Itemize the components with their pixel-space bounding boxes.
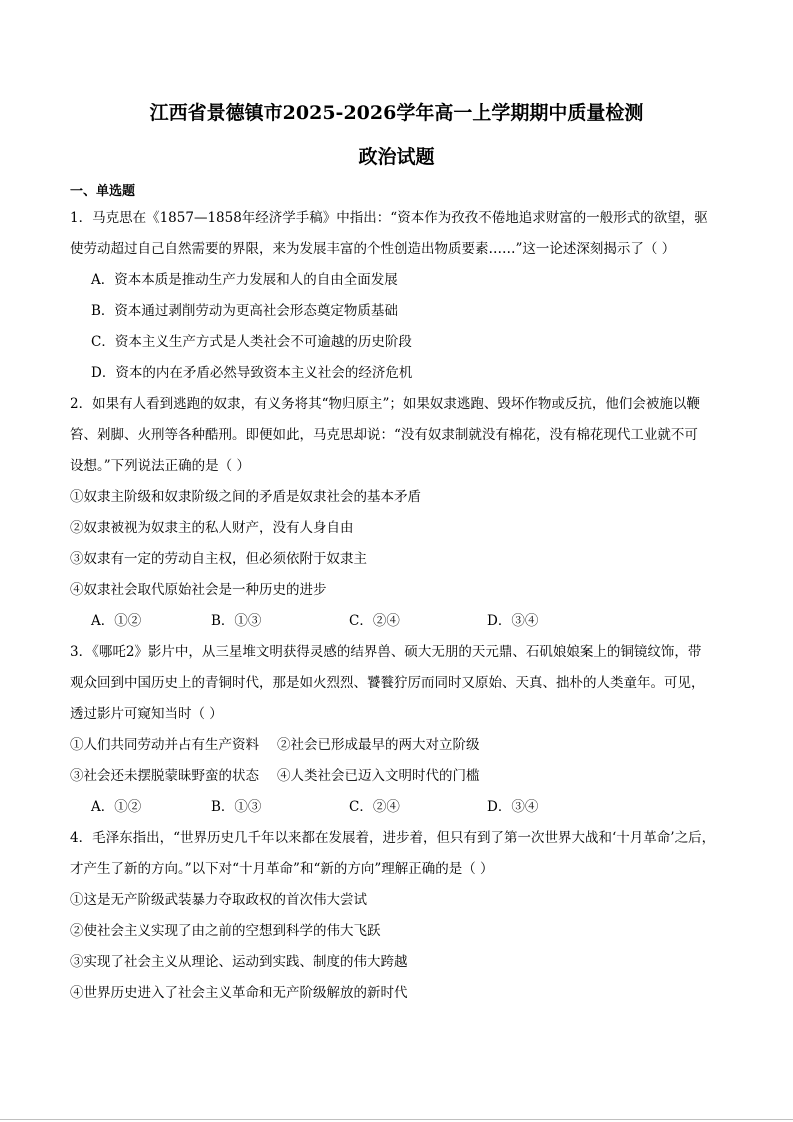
q3-items-row-1 <box>70 733 480 753</box>
q3-items-row-2 <box>70 764 480 784</box>
q3-item-2: ②社会已形成最早的两大对立阶级 <box>277 737 480 753</box>
section-heading: 一、单选题 <box>70 184 136 199</box>
document-title: 江西省景德镇市2025-2026学年高一上学期期中质量检测 <box>149 102 644 124</box>
document-subtitle: 政治试题 <box>358 146 435 168</box>
q3-item-1: ①人们共同劳动并占有生产资料 <box>70 737 259 753</box>
q3-item-3: ③社会还未摆脱蒙昧野蛮的状态 <box>70 768 259 784</box>
q4-item-1: ①这是无产阶级武装暴力夺取政权的首次伟大尝试 <box>70 892 367 908</box>
q4-item-3: ③实现了社会主义从理论、运动到实践、制度的伟大跨越 <box>70 954 408 970</box>
q2-stem-line-2: 笞、剁脚、火刑等各种酷刑。即便如此，马克思却说：“没有奴隶制就没有棉花，没有棉花现代工业就不可 <box>70 427 698 443</box>
q1-option-d: D．资本的内在矛盾必然导致资本主义社会的经济危机 <box>91 365 413 381</box>
q3-choice-c: C．②④ <box>349 799 400 815</box>
q2-item-1: ①奴隶主阶级和奴隶阶级之间的矛盾是奴隶社会的基本矛盾 <box>70 489 421 505</box>
q2-stem-line-1: 2．如果有人看到逃跑的奴隶，有义务将其“物归原主”；如果奴隶逃跑、毁坏作物或反抗，他们会被施以鞭 <box>70 396 700 412</box>
q2-choice-b: B．①③ <box>211 613 262 629</box>
q1-option-b: B．资本通过剥削劳动为更高社会形态奠定物质基础 <box>91 303 398 319</box>
q4-item-4: ④世界历史进入了社会主义革命和无产阶级解放的新时代 <box>70 985 408 1001</box>
q4-stem-line-2: 才产生了新的方向。”以下对“十月革命”和“新的方向”理解正确的是（ ） <box>70 861 494 877</box>
q4-item-2: ②使社会主义实现了由之前的空想到科学的伟大飞跃 <box>70 923 381 939</box>
q1-option-c: C．资本主义生产方式是人类社会不可逾越的历史阶段 <box>91 334 412 350</box>
q2-choice-d: D．③④ <box>487 613 539 629</box>
q3-choice-a: A．①② <box>91 799 142 815</box>
q3-stem-line-3: 透过影片可窥知当时（ ） <box>70 706 223 722</box>
q1-stem-line-2: 使劳动超过自己自然需要的界限，来为发展丰富的个性创造出物质要素……”这一论述深刻揭示了（ ） <box>70 241 676 257</box>
q2-item-2: ②奴隶被视为奴隶主的私人财产，没有人身自由 <box>70 520 354 536</box>
q2-item-4: ④奴隶社会取代原始社会是一种历史的进步 <box>70 582 327 598</box>
q3-choice-b: B．①③ <box>211 799 262 815</box>
q2-choice-c: C．②④ <box>349 613 400 629</box>
q3-stem-line-2: 观众回到中国历史上的青铜时代，那是如火烈烈、饕餮狞厉而同时又原始、天真、拙朴的人类童年。可见， <box>70 675 705 691</box>
q1-stem-line-1: 1．马克思在《1857—1858年经济学手稿》中指出：“资本作为孜孜不倦地追求财富的一般形式的欲望，驱 <box>70 210 708 226</box>
q2-choice-a: A．①② <box>91 613 142 629</box>
q3-choice-d: D．③④ <box>487 799 539 815</box>
page-bottom-divider <box>0 1119 793 1120</box>
q2-item-3: ③奴隶有一定的劳动自主权，但必须依附于奴隶主 <box>70 551 367 567</box>
q2-stem-line-3: 设想。”下列说法正确的是（ ） <box>70 458 250 474</box>
q4-stem-line-1: 4．毛泽东指出，“世界历史几千年以来都在发展着，进步着，但只有到了第一次世界大战和‘十月革命’之后， <box>70 830 716 846</box>
q3-item-4: ④人类社会已迈入文明时代的门槛 <box>277 768 480 784</box>
q1-option-a: A．资本本质是推动生产力发展和人的自由全面发展 <box>91 272 398 288</box>
q3-stem-line-1: 3．《哪吒2》影片中，从三星堆文明获得灵感的结界兽、硕大无朋的天元鼎、石矶娘娘案上的铜镜纹饰，带 <box>70 644 702 660</box>
